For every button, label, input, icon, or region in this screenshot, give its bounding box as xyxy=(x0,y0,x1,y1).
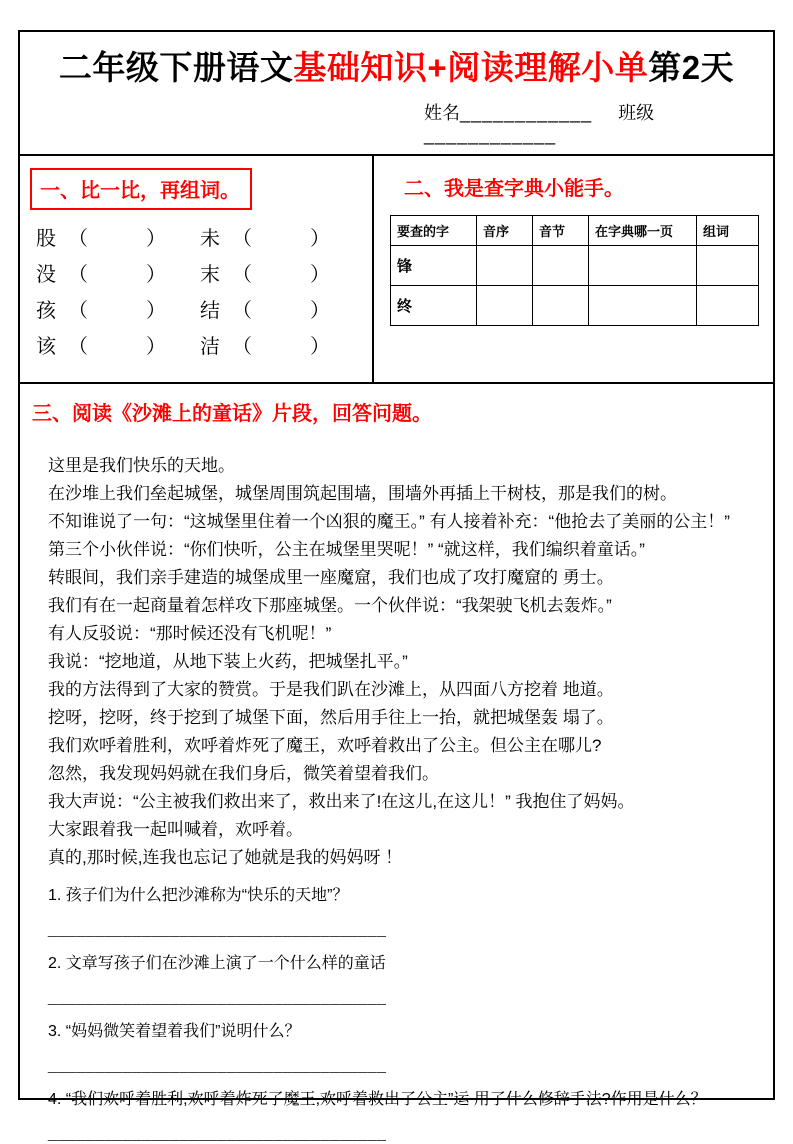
close-paren: ） xyxy=(310,300,330,322)
passage-line: 真的,那时候,连我也忘记了她就是我的妈妈呀 ！ xyxy=(48,848,403,867)
class-label: 班级 xyxy=(618,103,655,123)
passage-line: 第三个小伙伴说：“你们快听，公主在城堡里哭呢！” “就这样，我们编织着童话。” xyxy=(48,540,645,559)
open-paren: （ xyxy=(68,264,88,286)
empty-cell xyxy=(477,286,533,326)
dictionary-table xyxy=(390,215,759,326)
passage-line: 这里是我们快乐的天地。 xyxy=(48,456,235,475)
section-1-compare-words xyxy=(20,156,374,382)
blank-parens xyxy=(68,260,166,290)
lookup-char: 终 xyxy=(391,286,477,326)
empty-cell xyxy=(533,286,589,326)
close-paren: ） xyxy=(146,264,166,286)
char-right: 结 xyxy=(200,300,220,322)
empty-cell xyxy=(589,246,697,286)
blank-parens xyxy=(232,224,330,254)
table-row xyxy=(391,286,759,326)
word-pair-row xyxy=(36,296,364,326)
char-left: 股 xyxy=(36,228,56,250)
passage-line: 我的方法得到了大家的赞赏。于是我们趴在沙滩上，从四面八方挖着 地道。 xyxy=(48,680,614,699)
close-paren: ） xyxy=(310,228,330,250)
passage-line: 我大声说：“公主被我们救出来了，救出来了!在这儿,在这儿！” 我抱住了妈妈。 xyxy=(48,792,635,811)
lookup-char: 锋 xyxy=(391,246,477,286)
title-red-middle: 基础知识+阅读理解小单 xyxy=(293,49,649,86)
passage-line: 忽然，我发现妈妈就在我们身后，微笑着望着我们。 xyxy=(48,764,439,783)
section-3-heading: 三、阅读《沙滩上的童话》片段，回答问题。 xyxy=(32,403,432,425)
open-paren: （ xyxy=(232,228,252,250)
char-right: 未 xyxy=(200,228,220,250)
col-header-word: 组词 xyxy=(697,216,759,246)
word-pair-row xyxy=(36,224,364,254)
name-label: 姓名 xyxy=(424,103,460,123)
table-header-row xyxy=(391,216,759,246)
passage-line: 我们有在一起商量着怎样攻下那座城堡。一个伙伴说：“我架驶飞机去轰炸。” xyxy=(48,596,612,615)
passage-line: 在沙堆上我们垒起城堡，城堡周围筑起围墙，围墙外再插上干树枝，那是我们的树。 xyxy=(48,484,677,503)
answer-blank-2: ____________________________________ xyxy=(48,989,387,1006)
close-paren: ） xyxy=(146,336,166,358)
open-paren: （ xyxy=(68,300,88,322)
empty-cell xyxy=(533,246,589,286)
passage-line: 大家跟着我一起叫喊着，欢呼着。 xyxy=(48,820,303,839)
empty-cell xyxy=(477,246,533,286)
table-row xyxy=(391,246,759,286)
empty-cell xyxy=(589,286,697,326)
question-3: 3. “妈妈微笑着望着我们”说明什么？ xyxy=(48,1023,301,1040)
blank-parens xyxy=(68,332,166,362)
passage-line: 转眼间，我们亲手建造的城堡成里一座魔窟，我们也成了攻打魔窟的 勇士。 xyxy=(48,568,614,587)
close-paren: ） xyxy=(146,300,166,322)
blank-parens xyxy=(232,332,330,362)
char-left: 没 xyxy=(36,264,56,286)
worksheet-border-frame xyxy=(18,30,775,1142)
blank-parens xyxy=(232,296,330,326)
empty-cell xyxy=(697,286,759,326)
blank-parens xyxy=(232,260,330,290)
open-paren: （ xyxy=(68,228,88,250)
title-block xyxy=(20,32,773,156)
answer-blank-3: ____________________________________ xyxy=(48,1057,387,1074)
char-right: 洁 xyxy=(200,336,220,358)
open-paren: （ xyxy=(232,336,252,358)
blank-parens xyxy=(68,296,166,326)
empty-cell xyxy=(697,246,759,286)
title-black-left: 二年级下册语文 xyxy=(58,49,294,86)
close-paren: ） xyxy=(310,336,330,358)
word-pair-row xyxy=(36,260,364,290)
open-paren: （ xyxy=(68,336,88,358)
passage-line: 不知谁说了一句：“这城堡里住着一个凶狠的魔王。” 有人接着补充：“他抢去了美丽的公主！” xyxy=(48,512,730,531)
answer-blank-1: ____________________________________ xyxy=(48,921,387,938)
passage-line: 挖呀，挖呀，终于挖到了城堡下面，然后用手往上一抬，就把城堡轰 塌了。 xyxy=(48,708,614,727)
char-left: 孩 xyxy=(36,300,56,322)
char-left: 该 xyxy=(36,336,56,358)
section-2-dictionary xyxy=(374,156,773,382)
blank-parens xyxy=(68,224,166,254)
reading-passage xyxy=(30,452,761,872)
close-paren: ） xyxy=(146,228,166,250)
section-1-heading: 一、比一比，再组词。 xyxy=(30,168,252,210)
passage-line: 我们欢呼着胜利，欢呼着炸死了魔王，欢呼着救出了公主。但公主在哪儿? xyxy=(48,736,602,755)
word-pair-row xyxy=(36,332,364,362)
char-right: 末 xyxy=(200,264,220,286)
class-blank: ____________ xyxy=(424,125,557,145)
top-sections-row xyxy=(20,156,773,384)
section-2-heading: 二、我是查字典小能手。 xyxy=(404,178,624,200)
close-paren: ） xyxy=(310,264,330,286)
question-2: 2. 文章写孩子们在沙滩上演了一个什么样的童话 xyxy=(48,955,386,972)
open-paren: （ xyxy=(232,264,252,286)
section-3-reading xyxy=(20,384,773,1144)
answer-blank-4: ____________________________________ xyxy=(48,1125,387,1142)
open-paren: （ xyxy=(232,300,252,322)
passage-line: 我说：“挖地道，从地下装上火药，把城堡扎平。” xyxy=(48,652,408,671)
passage-line: 有人反驳说：“那时候还没有飞机呢！” xyxy=(48,624,332,643)
col-header-syllable: 音节 xyxy=(533,216,589,246)
col-header-char: 要查的字 xyxy=(391,216,477,246)
name-class-line xyxy=(424,99,767,146)
col-header-page: 在字典哪一页 xyxy=(589,216,697,246)
name-blank: ____________ xyxy=(460,103,593,123)
title-black-right: 第2天 xyxy=(648,49,735,86)
question-1: 1. 孩子们为什么把沙滩称为“快乐的天地”？ xyxy=(48,887,349,904)
questions-list xyxy=(30,885,761,1144)
word-pairs xyxy=(30,224,364,362)
col-header-initial: 音序 xyxy=(477,216,533,246)
page-title xyxy=(26,42,767,89)
question-4: 4. “我们欢呼着胜利,欢呼着炸死了魔王,欢呼着救出了公主”运 用了什么修辞手法?作用是什么？ xyxy=(48,1091,707,1108)
